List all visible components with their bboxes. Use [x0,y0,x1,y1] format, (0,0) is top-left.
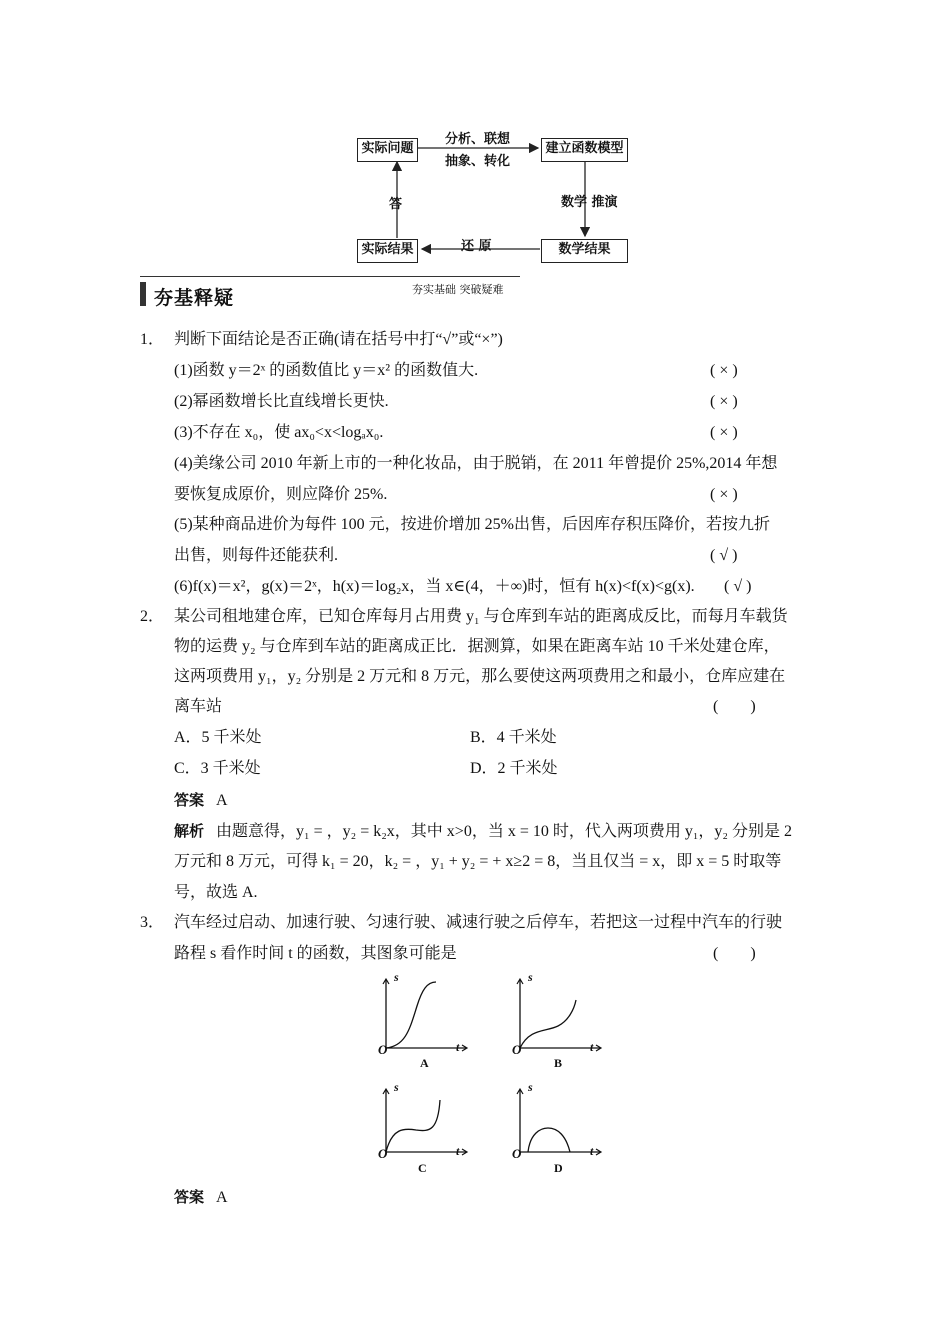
judge-item-2: (2)幂函数增长比直线增长更快. [174,393,389,410]
answer-row [174,1187,228,1208]
option-c: C．3 千米处 [174,760,261,777]
axis-s-label: s [394,1080,399,1094]
question-line-1: 某公司租地建仓库，已知仓库每月占用费 y₁ 与仓库到车站的距离成反比，而每月车载货 [174,608,788,625]
flow-label-answer: 答 [389,197,403,212]
axis-s-label: s [528,970,533,984]
judge-mark-6: ( √ ) [724,578,752,595]
answer-row [174,790,228,811]
curve-a [386,982,436,1048]
question-number: 3． [140,914,165,931]
section-rule [140,276,520,277]
judge-item-3: (3)不存在 x₀，使 ax₀<x<logₐx₀. [174,424,384,441]
analysis-line-3: 号，故选 A. [174,884,258,901]
question-line-3: 这两项费用 y₁，y₂ 分别是 2 万元和 8 万元，那么要使这两项费用之和最小，仓库应建在 [174,668,786,685]
analysis-row-1 [174,821,792,842]
axis-t-label: t [590,1040,594,1054]
flow-label-analyze: 分析、联想 [445,132,511,147]
answer-paren: ( ) [713,945,756,962]
curve-d [528,1128,570,1152]
graph-label-d: D [554,1161,563,1175]
judge-mark-3: ( × ) [710,424,738,441]
origin-label: O [378,1146,388,1161]
question-line-1: 汽车经过启动、加速行驶、匀速行驶、减速行驶之后停车，若把这一过程中汽车的行驶 [174,914,783,931]
judge-item-1: (1)函数 y＝2ˣ 的函数值比 y＝x² 的函数值大. [174,362,479,379]
section-title: 夯基释疑 [154,287,235,309]
flow-box-math-result: 数学结果 [541,239,628,263]
origin-label: O [512,1146,522,1161]
answer-label: 答案 [174,1188,205,1206]
flow-box-model: 建立函数模型 [541,138,628,162]
graph-a [372,968,472,1073]
axis-s-label: s [528,1080,533,1094]
answer-label: 答案 [174,791,205,809]
analysis-line-2: 万元和 8 万元，可得 k₁ = 20，k₂ = ，y₁ + y₂ = + x≥2 = 8，当且仅当 = x，即 x = 5 时取等 [174,853,782,870]
flow-label-abstract: 抽象、转化 [445,154,511,169]
graph-c [372,1078,472,1183]
question-line-2: 路程 s 看作时间 t 的函数，其图象可能是 [174,945,457,962]
judge-item-4-cont: 要恢复成原价，则应降价 25%. [174,486,388,503]
judge-item-6: (6)f(x)＝x²，g(x)＝2ˣ，h(x)＝log₂x，当 x∈(4，＋∞)时，恒有 h(x)<f(x)<g(x). [174,578,695,595]
origin-label: O [378,1042,388,1057]
flow-label-restore: 还 原 [461,239,492,254]
option-a: A．5 千米处 [174,729,262,746]
judge-mark-1: ( × ) [710,362,738,379]
axis-s-label: s [394,970,399,984]
answer-value: A [216,1189,228,1206]
graph-b [506,968,606,1073]
answer-paren: ( ) [713,698,756,715]
section-bar [140,282,146,306]
origin-label: O [512,1042,522,1057]
axis-t-label: t [456,1144,460,1158]
judge-mark-2: ( × ) [710,393,738,410]
judge-item-4: (4)美缘公司 2010 年新上市的一种化妆品，由于脱销，在 2011 年曾提价 25%,2014 年想 [174,455,778,472]
analysis-line-1: 由题意得，y₁ = ，y₂ = k₂x，其中 x>0，当 x = 10 时，代入两项费用 y₁，y₂ 分别是 2 [216,823,793,840]
question-line-2: 物的运费 y₂ 与仓库到车站的距离成正比．据测算，如果在距离车站 10 千米处建仓库， [174,638,780,655]
analysis-label: 解析 [174,822,205,840]
judge-mark-5: ( √ ) [710,547,738,564]
curve-b [520,1000,576,1048]
judge-item-5-cont: 出售，则每件还能获利. [174,547,339,564]
graph-label-c: C [418,1161,427,1175]
graph-label-a: A [420,1056,429,1070]
question-number: 1． [140,331,165,348]
section-subtitle: 夯实基础 突破疑难 [412,283,504,296]
question-number: 2． [140,608,165,625]
question-stem: 判断下面结论是否正确(请在括号中打“√”或“×”) [174,331,503,348]
graph-label-b: B [554,1056,563,1070]
flow-box-real-result: 实际结果 [357,239,418,263]
curve-c [386,1100,440,1152]
judge-item-5: (5)某种商品进价为每件 100 元，按进价增加 25%出售，后因库存积压降价，若按九折 [174,516,770,533]
axis-t-label: t [456,1040,460,1054]
option-d: D．2 千米处 [470,760,558,777]
judge-mark-4: ( × ) [710,486,738,503]
question-line-4: 离车站 [174,698,223,715]
option-b: B．4 千米处 [470,729,557,746]
answer-value: A [216,792,228,809]
graph-d [506,1078,606,1183]
axis-t-label: t [590,1144,594,1158]
flow-box-problem: 实际问题 [357,138,418,162]
flow-label-deduce: 数学 推演 [561,195,618,210]
